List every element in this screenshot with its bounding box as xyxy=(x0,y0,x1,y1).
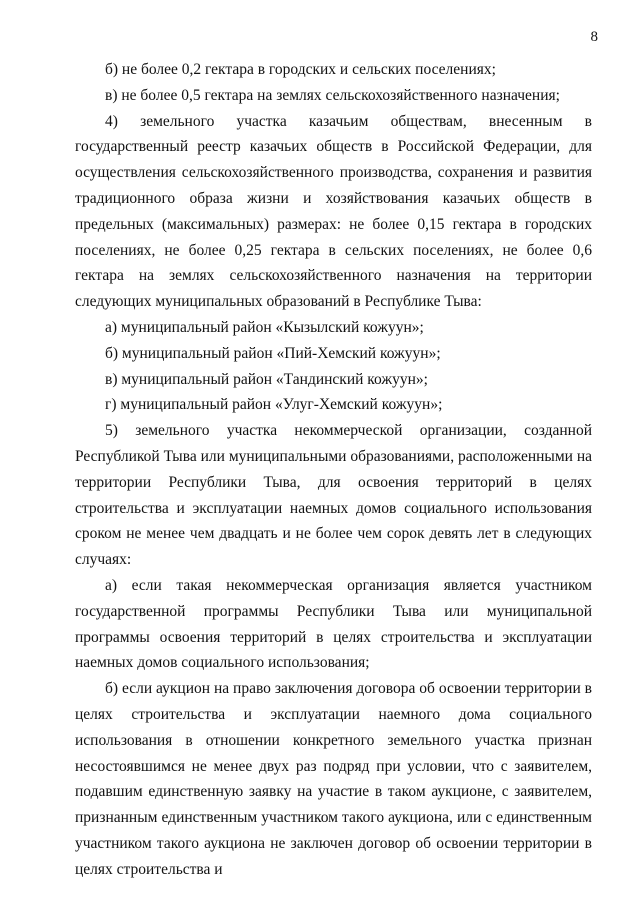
paragraph-item-a-program-participant: а) если такая некоммерческая организация является участником государственной программы Республики Тыва или муниципальной программы освоения территорий в целях строительства и эксплуатации наемных домов социального использования; xyxy=(75,576,592,672)
paragraph-item-b-area-limit: б) не более 0,2 гектара в городских и сельских поселениях; xyxy=(105,61,496,78)
document-body xyxy=(75,57,592,883)
paragraph-item-v-agricultural-limit: в) не более 0,5 гектара на землях сельскохозяйственного назначения; xyxy=(105,86,560,104)
paragraph-item-a-kyzyl-district: а) муниципальный район «Кызылский кожуун»; xyxy=(105,318,424,336)
paragraph-item-g-ulug-khem-district: г) муниципальный район «Улуг-Хемский кожуун»; xyxy=(105,396,443,414)
paragraph-item-b-piy-khem-district: б) муниципальный район «Пий-Хемский кожуун»; xyxy=(105,344,441,362)
paragraph-item-5-nonprofit-organization: 5) земельного участка некоммерческой организации, созданной Республикой Тыва или муниципальными образованиями, расположенными на территории Республики Тыва, для освоения территорий в целях строительства и эксплуатации наемных домов социального использования сроком не менее чем двадцать и не более чем сорок девять лет в следующих случаях: xyxy=(75,422,592,569)
paragraph-item-b-failed-auction: б) если аукцион на право заключения договора об освоении территории в целях строительства и эксплуатации наемного дома социального использования в отношении конкретного земельного участка признан несостоявшимся не менее двух раз подряд при условии, что с заявителем, подавшим единственную заявку на участие в таком аукционе, с заявителем, признанным единственным участником такого аукциона, или с единственным участником такого аукциона не заключен договор об освоении территории в целях строительства и xyxy=(75,680,592,878)
page-number: 8 xyxy=(590,29,598,45)
paragraph-item-4-cossack-societies: 4) земельного участка казачьим обществам, внесенным в государственный реестр казачьих обществ в Российской Федерации, для осуществления сельскохозяйственного производства, сохранения и развития традиционного образа жизни и хозяйствования казачьих обществ в предельных (максимальных) размерах: не более 0,15 гектара в городских поселениях, не более 0,25 гектара в сельских поселениях, не более 0,6 гектара на землях сельскохозяйственного назначения на территории следующих муниципальных образований в Республике Тыва: xyxy=(75,112,592,311)
paragraph-item-v-tandy-district: в) муниципальный район «Тандинский кожуун»; xyxy=(105,370,428,388)
